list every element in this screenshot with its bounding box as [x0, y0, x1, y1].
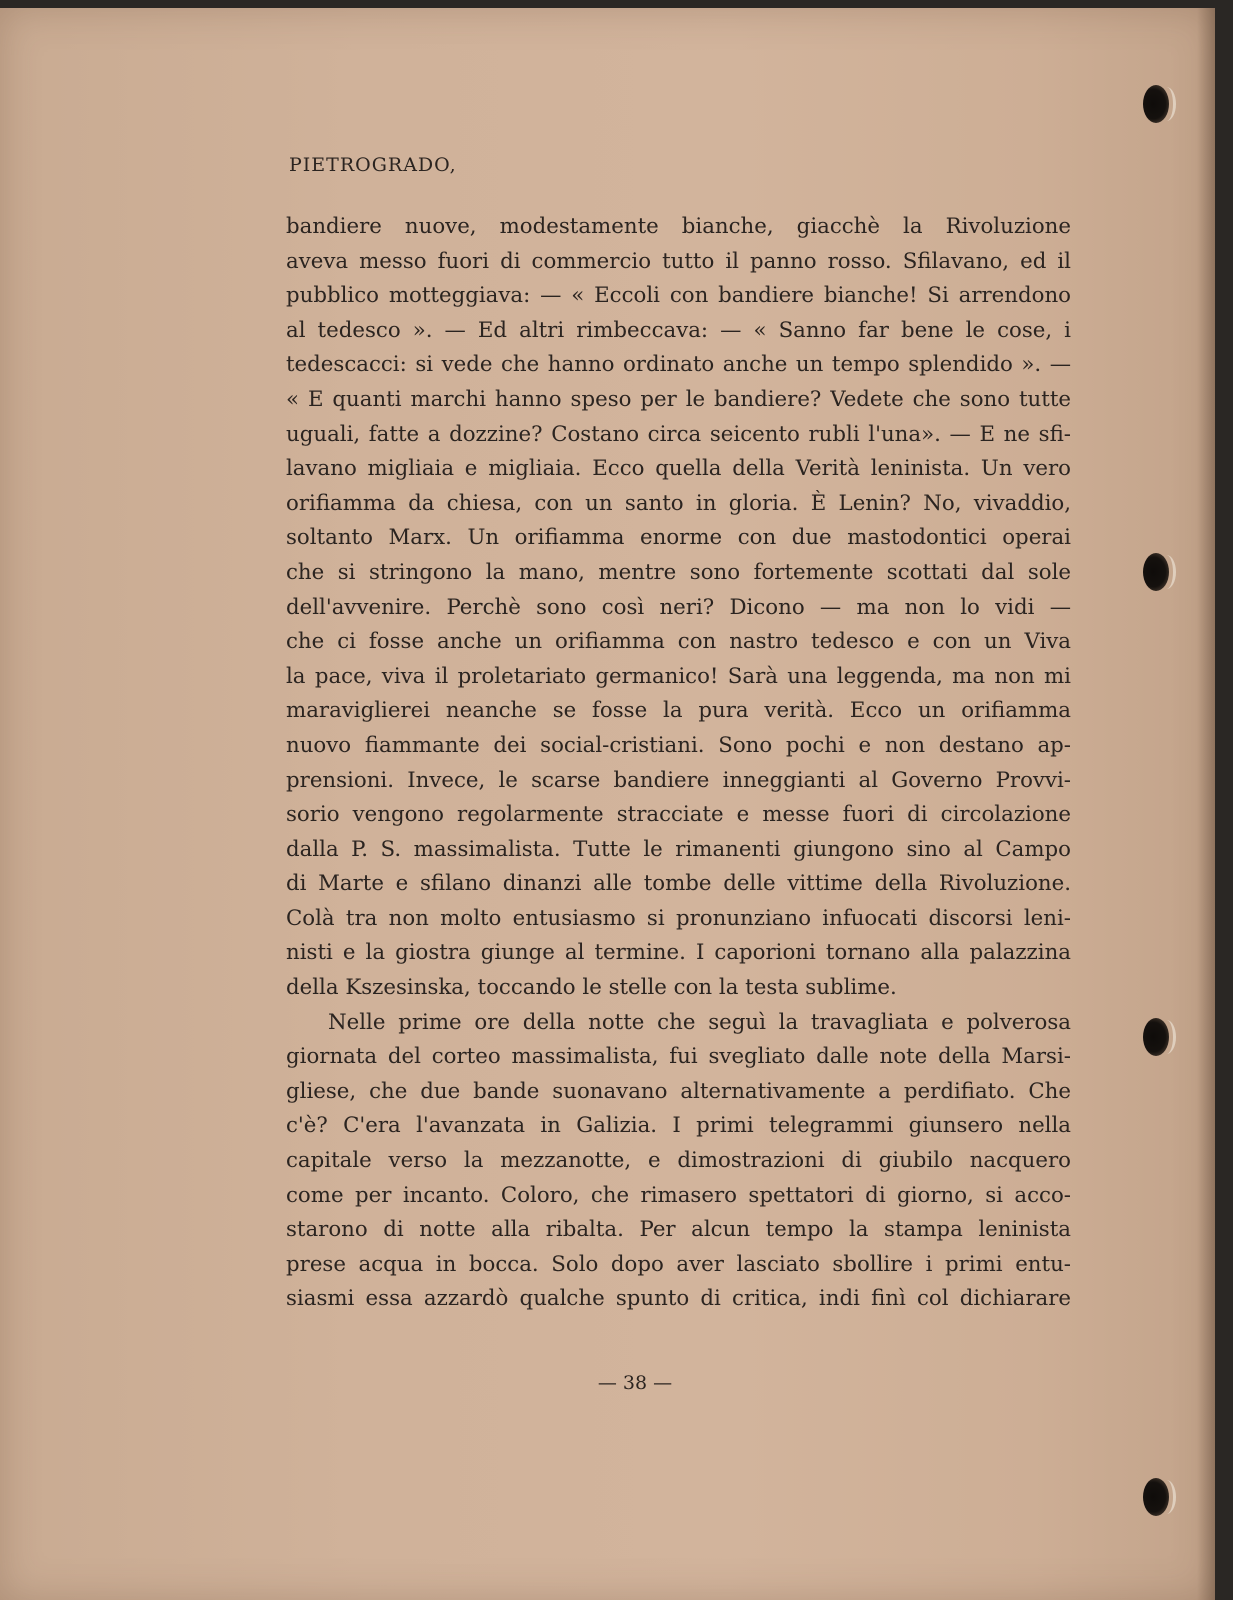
text-line: uguali, fatte a dozzine? Costano circa seicento rubli l'una». — E ne sfi- — [286, 421, 1071, 447]
text-line: di Marte e sfilano dinanzi alle tombe delle vittime della Rivoluzione. — [286, 871, 1071, 897]
text-line: della Kszesinska, toccando le stelle con la testa sublime. — [286, 975, 897, 1001]
text-line: pubblico motteggiava: — « Eccoli con bandiere bianche! Si arrendono — [286, 283, 1071, 309]
text-line: orifiamma da chiesa, con un santo in gloria. È Lenin? No, vivaddio, — [286, 490, 1071, 516]
text-line: siasmi essa azzardò qualche spunto di critica, indi finì col dichiarare — [286, 1286, 1071, 1312]
text-line: che si stringono la mano, mentre sono fortemente scottati dal sole — [286, 559, 1071, 585]
text-line: maraviglierei neanche se fosse la pura verità. Ecco un orifiamma — [286, 698, 1071, 724]
text-line: starono di notte alla ribalta. Per alcun tempo la stampa leninista — [286, 1217, 1071, 1243]
text-line: giornata del corteo massimalista, fui svegliato dalle note della Marsi- — [286, 1044, 1071, 1070]
text-line: che ci fosse anche un orifiamma con nastro tedesco e con un Viva — [286, 629, 1071, 655]
text-line: capitale verso la mezzanotte, e dimostrazioni di giubilo nacquero — [286, 1148, 1071, 1174]
text-line: dell'avvenire. Perchè sono così neri? Dicono — ma non lo vidi — — [286, 594, 1071, 620]
binder-hole — [1143, 1478, 1169, 1516]
body-text — [286, 210, 1071, 1317]
text-line: gliese, che due bande suonavano alternativamente a perdifiato. Che — [286, 1078, 1071, 1104]
binder-hole — [1143, 553, 1169, 591]
binder-hole — [1143, 85, 1169, 123]
page-number: — 38 — — [597, 1372, 673, 1394]
paragraph-start-line: Nelle prime ore della notte che seguì la travagliata e polverosa — [328, 1009, 1071, 1035]
text-line: soltanto Marx. Un orifiamma enorme con due mastodontici operai — [286, 525, 1071, 551]
text-line: lavano migliaia e migliaia. Ecco quella della Verità leninista. Un vero — [286, 456, 1071, 482]
scanned-page — [0, 8, 1215, 1600]
text-line: tedescacci: si vede che hanno ordinato anche un tempo splendido ». — — [286, 352, 1071, 378]
text-line: nuovo fiammante dei social-cristiani. Sono pochi e non destano ap- — [286, 732, 1071, 758]
text-line: « E quanti marchi hanno speso per le bandiere? Vedete che sono tutte — [286, 386, 1071, 412]
text-line: nisti e la giostra giunge al termine. I caporioni tornano alla palazzina — [286, 940, 1071, 966]
text-line: come per incanto. Coloro, che rimasero spettatori di giorno, si acco- — [286, 1182, 1071, 1208]
text-line: c'è? C'era l'avanzata in Galizia. I primi telegrammi giunsero nella — [286, 1113, 1071, 1139]
text-line: prese acqua in bocca. Solo dopo aver lasciato sbollire i primi entu- — [286, 1251, 1071, 1277]
text-line: dalla P. S. massimalista. Tutte le rimanenti giungono sino al Campo — [286, 836, 1071, 862]
text-line: aveva messo fuori di commercio tutto il panno rosso. Sfilavano, ed il — [286, 248, 1071, 274]
binder-hole — [1143, 1018, 1169, 1056]
text-line: al tedesco ». — Ed altri rimbeccava: — « Sanno far bene le cose, i — [286, 317, 1071, 343]
text-line: Colà tra non molto entusiasmo si pronunziano infuocati discorsi leni- — [286, 905, 1071, 931]
text-line: la pace, viva il proletariato germanico! Sarà una leggenda, ma non mi — [286, 663, 1071, 689]
text-line: sorio vengono regolarmente stracciate e messe fuori di circolazione — [286, 802, 1071, 828]
page-edge-shadow — [1197, 8, 1215, 1600]
running-header: PIETROGRADO, — [289, 154, 457, 176]
text-line: bandiere nuove, modestamente bianche, giacchè la Rivoluzione — [286, 214, 1071, 239]
text-line: prensioni. Invece, le scarse bandiere inneggianti al Governo Provvi- — [286, 767, 1071, 793]
